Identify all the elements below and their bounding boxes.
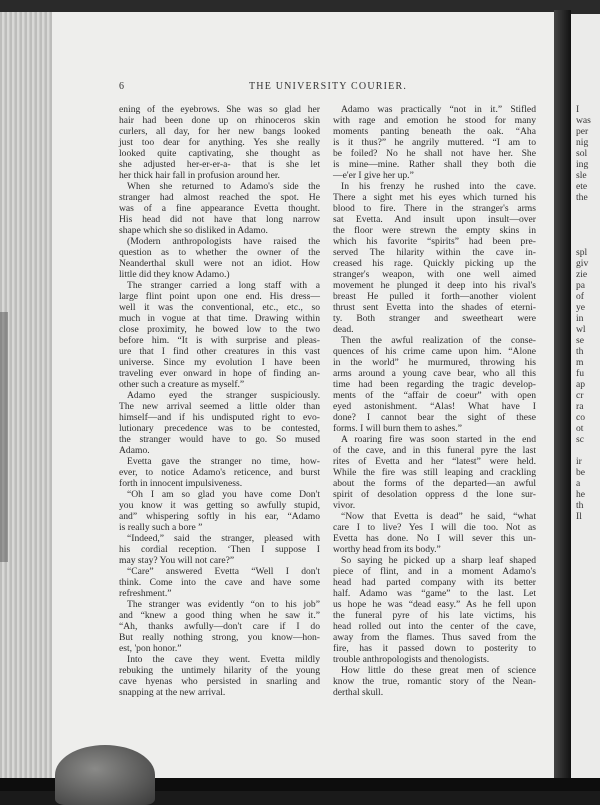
text-line: is it thus?” he angrily muttered. “I am to xyxy=(333,137,536,148)
text-line: she adjusted her-er-er-a- that is she let xyxy=(119,159,320,170)
text-line: done? I cannot bear the sight of these xyxy=(333,412,536,423)
fragment-line: m xyxy=(576,357,584,368)
text-line: head had parted company with its better xyxy=(333,577,536,588)
text-line: with rage and emotion he stood for many xyxy=(333,115,536,126)
text-line: quences of his crime came upon him. “Alone xyxy=(333,346,536,357)
text-line: forms. I will burn them to ashes.” xyxy=(333,423,462,434)
text-line: close proximity, he bowed low to the two xyxy=(119,324,320,335)
text-line: just too dear for anything. Yes she really xyxy=(119,137,320,148)
text-line: well it was the conventional, etc., etc., so xyxy=(119,302,320,313)
text-line: Adamo was practically “not in it.” Stifled xyxy=(341,104,536,115)
text-line: forth in innocent impulsiveness. xyxy=(119,478,243,489)
fragment-line: giv xyxy=(576,258,589,269)
text-line: curlers, all day, for her new bangs looked xyxy=(119,126,320,137)
fragment-line: ye xyxy=(576,302,586,313)
running-title: THE UNIVERSITY COURIER. xyxy=(248,81,408,92)
text-line: rites of Evetta and her “latest” were held. xyxy=(333,456,536,467)
text-line: movement he plunged it deep into his rival's xyxy=(333,280,536,291)
text-line: the stranger would have to go. So mused xyxy=(119,434,320,445)
fragment-line: he xyxy=(576,489,586,500)
text-line: While the fire was still leaping and crackling xyxy=(333,467,536,478)
text-line: derthal skull. xyxy=(333,687,384,698)
fragment-line: per xyxy=(576,126,589,137)
text-line: vivor. xyxy=(333,500,356,511)
text-line: which his favorite “spirits” had been pre- xyxy=(333,236,536,247)
text-line: in the world” he murmured, throwing his xyxy=(333,357,536,368)
text-line: is really such a bore ” xyxy=(119,522,203,533)
text-line: himself—and if his undisputed right to evo- xyxy=(119,412,320,423)
text-line: “Oh I am so glad you have come Don't xyxy=(127,489,320,500)
text-line: stranger had almost reached the spot. He xyxy=(119,192,320,203)
text-line: Adamo eyed the stranger suspiciously. xyxy=(127,390,320,401)
fragment-line: was xyxy=(576,115,591,126)
text-line: “Indeed,” said the stranger, pleased with xyxy=(127,533,320,544)
fragment-line: fu xyxy=(576,368,584,379)
text-line: rebuking the untimely hilarity of the young xyxy=(119,665,320,676)
text-line: ty. Both stranger and sweetheart were xyxy=(333,313,536,324)
text-line: “Now that Evetta is dead” he said, “what xyxy=(341,511,536,522)
text-line: and “knew a good thing when he saw it.” xyxy=(119,610,320,621)
text-line: Then the awful realization of the conse- xyxy=(341,335,536,346)
text-line: was of a fine appearance Evetta thought. xyxy=(119,203,320,214)
text-line: about the forms of the departed—an awful xyxy=(333,478,536,489)
text-line: looked quite captivating, she thought as xyxy=(119,148,320,159)
text-line: sat Evetta. And insult upon insult—over xyxy=(333,214,536,225)
book-page-stack-edge xyxy=(0,12,52,782)
fragment-line: sle xyxy=(576,170,587,181)
fragment-line: th xyxy=(576,500,584,511)
text-line: much in vogue at that time. Drawing within xyxy=(119,313,320,324)
text-line: A roaring fire was soon started in the end xyxy=(341,434,536,445)
text-line: Evetta has done. No I will sever this un- xyxy=(333,533,536,544)
next-page-text-fragments xyxy=(576,104,591,522)
text-line: (Modern anthropologists have raised the xyxy=(127,236,320,247)
text-line: refreshment.” xyxy=(119,588,172,599)
left-text-column xyxy=(119,104,320,698)
text-line: Neanderthal skull were not an idiot. How xyxy=(119,258,320,269)
text-line: of the cave, and in this funeral pyre the last xyxy=(333,445,536,456)
page-number: 6 xyxy=(119,81,124,92)
text-line: traveling ever onward in hope of finding an- xyxy=(119,368,320,379)
fragment-line: pa xyxy=(576,280,586,291)
fragment-line xyxy=(576,236,591,247)
fragment-line xyxy=(576,203,591,214)
text-line: and” whispering softly in his ear, “Adamo xyxy=(119,511,320,522)
text-line: “Care” answered Evetta “Well I don't xyxy=(127,566,320,577)
text-line: little did they know Adamo.) xyxy=(119,269,230,280)
text-line: There a sight met his eyes which turned his xyxy=(333,192,536,203)
text-line: the floor were strewn the empty skins in xyxy=(333,225,536,236)
text-line: The new arrival seemed a little older than xyxy=(119,401,320,412)
text-line: arms around a young cave bear, who all this xyxy=(333,368,536,379)
text-line: ments of the “affair de coeur” with open xyxy=(333,390,536,401)
text-line: creased his rage. Quickly picking up the xyxy=(333,258,536,269)
text-line: So saying he picked up a sharp leaf shaped xyxy=(341,555,536,566)
fragment-line: ir xyxy=(576,456,582,467)
text-line: His head did not have that long narrow xyxy=(119,214,320,225)
text-line: ever, to notice Adamo's reticence, and burst xyxy=(119,467,320,478)
text-line: know the true, romantic story of the Nean- xyxy=(333,676,536,687)
text-line: other such a creature as myself.” xyxy=(119,379,245,390)
text-line: may stay? You will not care?” xyxy=(119,555,235,566)
fragment-line: ete xyxy=(576,181,588,192)
fragment-line: ra xyxy=(576,401,584,412)
text-line: cave hyenas who persisted in snarling and xyxy=(119,676,320,687)
text-line: before him. “It is with surprise and pleas- xyxy=(119,335,320,346)
text-line: How little do these great men of science xyxy=(341,665,536,676)
text-line: piece of flint, and in a moment Adamo's xyxy=(333,566,536,577)
fragment-line: co xyxy=(576,412,586,423)
text-line: est, 'pon honor.” xyxy=(119,643,182,654)
fragment-line: sc xyxy=(576,434,584,445)
text-line: stranger's weapon, with one well aimed xyxy=(333,269,536,280)
text-line: thrust sent Evetta into the shades of eterni- xyxy=(333,302,536,313)
text-line: In his frenzy he rushed into the cave. xyxy=(341,181,536,192)
text-line: breast He pulled it forth—another violent xyxy=(333,291,536,302)
text-line: The stranger was evidently “on to his job” xyxy=(127,599,320,610)
text-line: large flint point upon one end. His dress— xyxy=(119,291,320,302)
text-line: ure that I find other creatures in this vast xyxy=(119,346,320,357)
text-line: served The hilarity within the cave in- xyxy=(333,247,536,258)
text-line: half. Adamo was “game” to the last. Let xyxy=(333,588,536,599)
text-line: But really nothing strong, you know—hon- xyxy=(119,632,320,643)
text-line: fire, has it passed down to posterity to xyxy=(333,643,536,654)
fragment-line: th xyxy=(576,346,584,357)
fragment-line: the xyxy=(576,192,588,203)
fragment-line: cr xyxy=(576,390,584,401)
text-line: think. Come into the cave and have some xyxy=(119,577,320,588)
text-line: moments panting beneath the oak. “Aha xyxy=(333,126,536,137)
right-text-column xyxy=(333,104,536,698)
fragment-line: I xyxy=(576,104,580,115)
fragment-line: be xyxy=(576,467,586,478)
text-line: ening of the eyebrows. She was so glad her xyxy=(119,104,320,115)
text-line: the funeral pyre of his late victims, his xyxy=(333,610,536,621)
fragment-line: in xyxy=(576,313,584,324)
thumb-holding-page xyxy=(55,745,155,805)
book-gutter xyxy=(554,10,571,791)
text-line: —e'er I give her up.” xyxy=(333,170,414,181)
fragment-line: ot xyxy=(576,423,584,434)
fragment-line: a xyxy=(576,478,581,489)
text-line: shape which she so disliked in Adamo. xyxy=(119,225,268,236)
text-line: Evetta gave the stranger no time, how- xyxy=(127,456,320,467)
text-line: worthy head from its body.” xyxy=(333,544,441,555)
text-line: his cordial reception. ‘Then I suppose I xyxy=(119,544,320,555)
fragment-line: spl xyxy=(576,247,588,258)
text-line: universe. Since my evolution I have been xyxy=(119,357,320,368)
text-line: trouble anthropologists and thenologists. xyxy=(333,654,490,665)
fragment-line: Il xyxy=(576,511,582,522)
text-line: lutionary precedence was to be contested, xyxy=(119,423,320,434)
text-line: blood to fire. There in the stranger's arms xyxy=(333,203,536,214)
text-line: The stranger carried a long staff with a xyxy=(127,280,320,291)
text-line: be foiled? No he shall not have her. She xyxy=(333,148,536,159)
text-line: spirit of desolation oppress d the lone sur- xyxy=(333,489,536,500)
fragment-line: se xyxy=(576,335,584,346)
text-line: you know it was getting so awfully stupid, xyxy=(119,500,320,511)
text-line: head rolled out into the center of the cave, xyxy=(333,621,536,632)
text-line: away from the flames. Thus saved from the xyxy=(333,632,536,643)
fragment-line: zie xyxy=(576,269,588,280)
text-line: “Ah, thanks awfully—don't care if I do xyxy=(119,621,320,632)
fragment-line: of xyxy=(576,291,584,302)
fragment-line: ing xyxy=(576,159,589,170)
text-line: is mine—mine. Rather shall they both die xyxy=(333,159,536,170)
text-line: time had been regarding the tragic develop- xyxy=(333,379,536,390)
fragment-line xyxy=(576,445,591,456)
fragment-line: sol xyxy=(576,148,588,159)
fragment-line: nig xyxy=(576,137,589,148)
text-line: her thick hair fall in profusion around her. xyxy=(119,170,280,181)
fragment-line: wl xyxy=(576,324,586,335)
text-line: care I to live? Yes I will die too. Not as xyxy=(333,522,536,533)
text-line: question as to whether the owner of the xyxy=(119,247,320,258)
text-line: eyed astonishment. “Alas! What have I xyxy=(333,401,536,412)
text-line: us hope he was “dead easy.” As he fell upon xyxy=(333,599,536,610)
text-line: When she returned to Adamo's side the xyxy=(127,181,320,192)
fragment-line: ap xyxy=(576,379,586,390)
text-line: dead. xyxy=(333,324,354,335)
text-line: hair had been done up on rhinoceros skin xyxy=(119,115,320,126)
text-line: Into the cave they went. Evetta mildly xyxy=(127,654,320,665)
text-line: Adamo. xyxy=(119,445,150,456)
fragment-line xyxy=(576,214,591,225)
fragment-line xyxy=(576,225,591,236)
text-line: snapping at the new arrival. xyxy=(119,687,226,698)
